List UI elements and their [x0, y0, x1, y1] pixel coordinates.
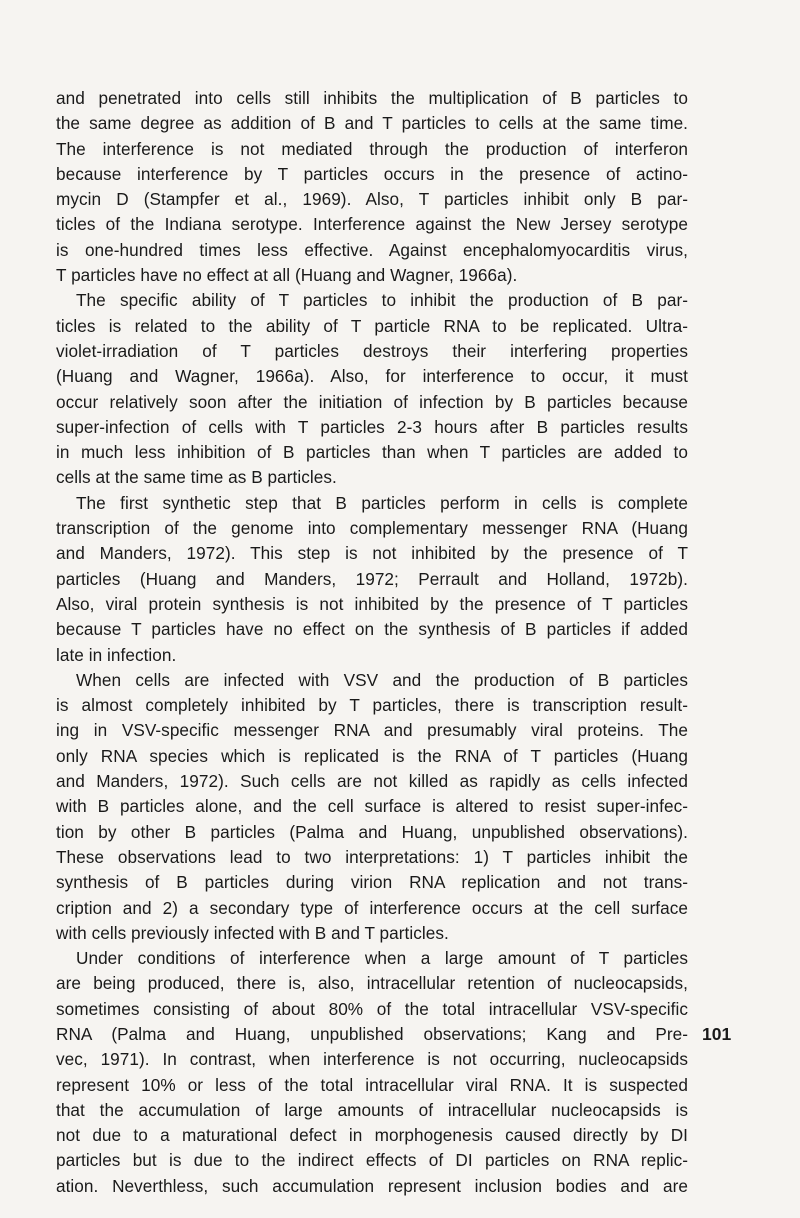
text-line: cells at the same time as B particles.: [56, 467, 337, 488]
text-line: super-infection of cells with T particles 2-3 hours after B particles results: [56, 416, 688, 437]
text-line: only RNA species which is replicated is the RNA of T particles (Huang: [56, 745, 688, 766]
text-line: synthesis of B particles during virion RNA replication and not trans-: [56, 872, 688, 893]
text-line: cription and 2) a secondary type of interference occurs at the cell surface: [56, 897, 688, 918]
text-line: Under conditions of interference when a large amount of T particles: [76, 948, 688, 969]
text-line: ing in VSV-specific messenger RNA and presumably viral proteins. The: [56, 720, 688, 741]
text-line: T particles have no effect at all (Huang and Wagner, 1966a).: [56, 265, 518, 286]
text-line: The first synthetic step that B particles perform in cells is complete: [76, 492, 688, 513]
text-line: (Huang and Wagner, 1966a). Also, for interference to occur, it must: [56, 366, 688, 387]
text-line: in much less inhibition of B particles than when T particles are added to: [56, 442, 688, 463]
text-line: with B particles alone, and the cell surface is altered to resist super-infec-: [56, 796, 688, 817]
text-line: The interference is not mediated through the production of interferon: [56, 138, 688, 159]
text-line: violet-irradiation of T particles destroys their interfering properties: [56, 340, 688, 361]
text-line: mycin D (Stampfer et al., 1969). Also, T particles inhibit only B par-: [56, 189, 688, 210]
text-line: that the accumulation of large amounts of intracellular nucleocapsids is: [56, 1099, 688, 1120]
text-line: ation. Neverthless, such accumulation represent inclusion bodies and are: [56, 1175, 688, 1196]
page-number: 101: [702, 1024, 732, 1044]
text-line: occur relatively soon after the initiation of infection by B particles because: [56, 391, 688, 412]
text-line: Also, viral protein synthesis is not inhibited by the presence of T particles: [56, 593, 688, 614]
text-line: the same degree as addition of B and T particles to cells at the same time.: [56, 113, 688, 134]
text-line: and Manders, 1972). This step is not inhibited by the presence of T: [56, 543, 688, 564]
text-line: because interference by T particles occurs in the presence of actino-: [56, 163, 688, 184]
text-line: These observations lead to two interpretations: 1) T particles inhibit the: [56, 846, 688, 867]
text-line: particles but is due to the indirect effects of DI particles on RNA replic-: [56, 1150, 688, 1171]
text-line: transcription of the genome into complementary messenger RNA (Huang: [56, 518, 688, 539]
text-line: late in infection.: [56, 644, 177, 665]
text-line: represent 10% or less of the total intracellular viral RNA. It is suspected: [56, 1074, 688, 1095]
text-line: and Manders, 1972). Such cells are not killed as rapidly as cells infected: [56, 771, 688, 792]
text-line: is one-hundred times less effective. Against encephalomyocarditis virus,: [56, 239, 688, 260]
text-line: with cells previously infected with B and T particles.: [56, 922, 449, 943]
text-line: sometimes consisting of about 80% of the total intracellular VSV-specific: [56, 998, 688, 1019]
text-line: The specific ability of T particles to inhibit the production of B par-: [76, 290, 688, 311]
text-line: vec, 1971). In contrast, when interference is not occurring, nucleocapsids: [56, 1049, 688, 1070]
page-body: [56, 86, 688, 1199]
text-line: RNA (Palma and Huang, unpublished observations; Kang and Pre-: [56, 1023, 688, 1044]
text-line: ticles is related to the ability of T particle RNA to be replicated. Ultra-: [56, 315, 688, 336]
text-line: not due to a maturational defect in morphogenesis caused directly by DI: [56, 1125, 688, 1146]
text-line: tion by other B particles (Palma and Huang, unpublished observations).: [56, 821, 688, 842]
text-line: is almost completely inhibited by T particles, there is transcription result-: [56, 695, 688, 716]
text-line: because T particles have no effect on the synthesis of B particles if added: [56, 619, 688, 640]
text-line: ticles of the Indiana serotype. Interference against the New Jersey serotype: [56, 214, 688, 235]
text-line: When cells are infected with VSV and the production of B particles: [76, 669, 688, 690]
text-line: particles (Huang and Manders, 1972; Perrault and Holland, 1972b).: [56, 568, 688, 589]
text-line: and penetrated into cells still inhibits the multiplication of B particles to: [56, 88, 688, 108]
text-line: are being produced, there is, also, intracellular retention of nucleocapsids,: [56, 973, 688, 994]
